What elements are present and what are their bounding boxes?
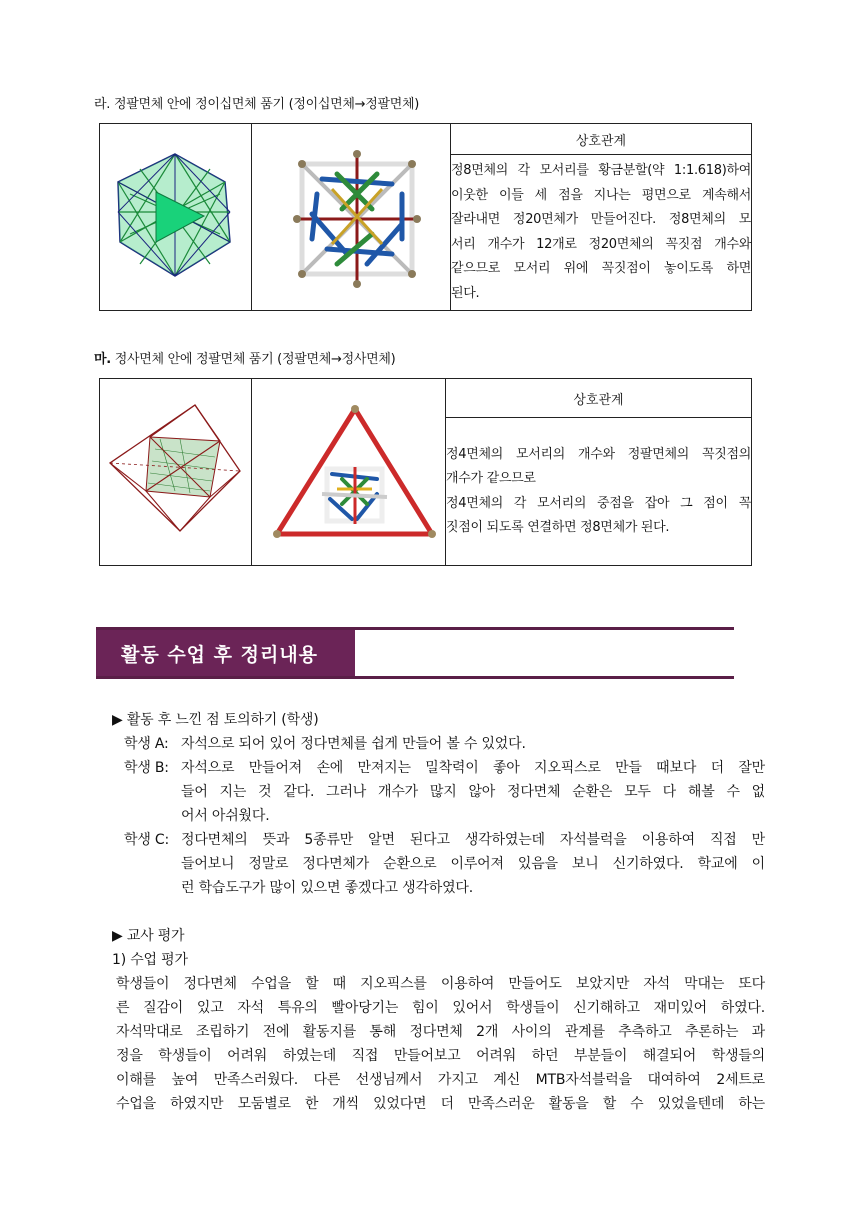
- teacher-eval-body: [116, 972, 765, 1116]
- relation-line: 개수가 같으므로: [446, 471, 536, 486]
- feedback-line: 어서 아쉬웠다.: [181, 808, 270, 824]
- section-ma-relation-header: 상호관계: [446, 379, 752, 418]
- icosa-octa-wire-image: [100, 124, 252, 311]
- student-b-label: 학생 B:: [124, 760, 169, 776]
- section-ra-relation-header: 상호관계: [451, 124, 752, 155]
- feedback-line: 자석으로 되어 있어 정다면체를 쉽게 만들어 볼 수 있었다.: [181, 736, 526, 752]
- relation-line: 같으므로 모서리 위에 꼭짓점이 놓이도록 하면: [451, 261, 751, 276]
- relation-line: 정8면체의 각 모서리를 황금분할(약 1:1.618)하여: [451, 163, 751, 178]
- feedback-line: 들어보니 정말로 정다면체가 순환으로 이루어져 있음을 보니 신기하였다. 학교에 이: [181, 856, 765, 872]
- eval-line: 정을 학생들이 어려워 하였는데 직접 만들어보고 어려워 하던 부분들이 해결되어 학생들의: [116, 1048, 765, 1064]
- relation-line: 정4면체의 모서리의 개수와 정팔면체의 꼭짓점의: [446, 446, 751, 462]
- section-ma-heading: [94, 348, 395, 367]
- student-b-text: [181, 756, 765, 828]
- icosa-octa-model-photo: [252, 124, 451, 311]
- teacher-eval-subheading: 1) 수업 평가: [112, 952, 188, 968]
- eval-line: 이해를 높여 만족스러웠다. 다른 선생님께서 가지고 계신 MTB자석블럭을 대여하여 2세트로: [116, 1072, 765, 1088]
- section-ma-title: 정사면체 안에 정팔면체 품기 (정팔면체→정사면체): [114, 352, 396, 367]
- section-ma-prefix: 마.: [94, 352, 111, 367]
- summary-banner: 활동 수업 후 정리내용: [96, 630, 355, 676]
- relation-line: 정4면체의 각 모서리의 중점을 잡아 그 점이 꼭: [446, 495, 751, 511]
- octa-tetra-model-photo: [252, 379, 446, 566]
- section-ra-title: 정팔면체 안에 정이십면체 품기 (정이십면체→정팔면체): [113, 97, 420, 112]
- relation-line: 된다.: [451, 285, 480, 301]
- section-ra-heading: [94, 93, 419, 112]
- section-ma-relation-text: [446, 418, 752, 566]
- teacher-eval-heading: ▶ 교사 평가: [112, 928, 185, 944]
- eval-line: 학생들이 정다면체 수업을 할 때 지오픽스를 이용하여 만들어도 보았지만 자석 막대는 또다: [116, 976, 765, 992]
- feedback-line: 자석으로 만들어져 손에 만져지는 밀착력이 좋아 지오픽스로 만들 때보다 더 잘만: [181, 760, 765, 776]
- banner-bottom-rule: [96, 676, 734, 679]
- relation-line: 잘라내면 정20면체가 만들어진다. 정8면체의 모: [451, 212, 751, 227]
- octa-tetra-wire-image: [100, 379, 252, 566]
- student-a-label: 학생 A:: [124, 736, 169, 752]
- feedback-line: 정다면체의 뜻과 5종류만 알면 된다고 생각하였는데 자석블럭을 이용하여 직접 만: [181, 832, 765, 848]
- section-ra-table: [99, 123, 752, 311]
- relation-line: 서리 개수가 12개로 정20면체의 꼭짓점 개수와: [451, 236, 751, 252]
- student-c-label: 학생 C:: [124, 832, 169, 848]
- feedback-line: 런 학습도구가 많이 있으면 좋겠다고 생각하였다.: [181, 880, 473, 896]
- relation-line: 짓점이 되도록 연결하면 정8면체가 된다.: [446, 520, 670, 535]
- feedback-line: 들어 지는 것 같다. 그러나 개수가 많지 않아 정다면체 순환은 모두 다 해볼 수 없: [181, 784, 765, 800]
- eval-line: 수업을 하였지만 모둠별로 한 개씩 있었다면 더 만족스러운 활동을 할 수 있었을텐데 하는: [116, 1096, 765, 1112]
- eval-line: 자석막대로 조립하기 전에 활동지를 통해 정다면체 2개 사이의 관계를 추측하고 추론하는 과: [116, 1024, 765, 1040]
- student-a-text: [181, 732, 765, 756]
- section-ra-relation-text: [451, 155, 752, 311]
- student-feedback-heading: ▶ 활동 후 느낀 점 토의하기 (학생): [112, 712, 319, 728]
- student-c-text: [181, 828, 765, 900]
- eval-line: 른 질감이 있고 자석 특유의 빨아당기는 힘이 있어서 학생들이 신기해하고 재미있어 하였다.: [116, 1000, 765, 1016]
- relation-line: 이웃한 이들 세 점을 지나는 평면으로 계속해서: [451, 187, 751, 203]
- section-ma-table: [99, 378, 752, 566]
- section-ra-prefix: 라.: [94, 97, 111, 112]
